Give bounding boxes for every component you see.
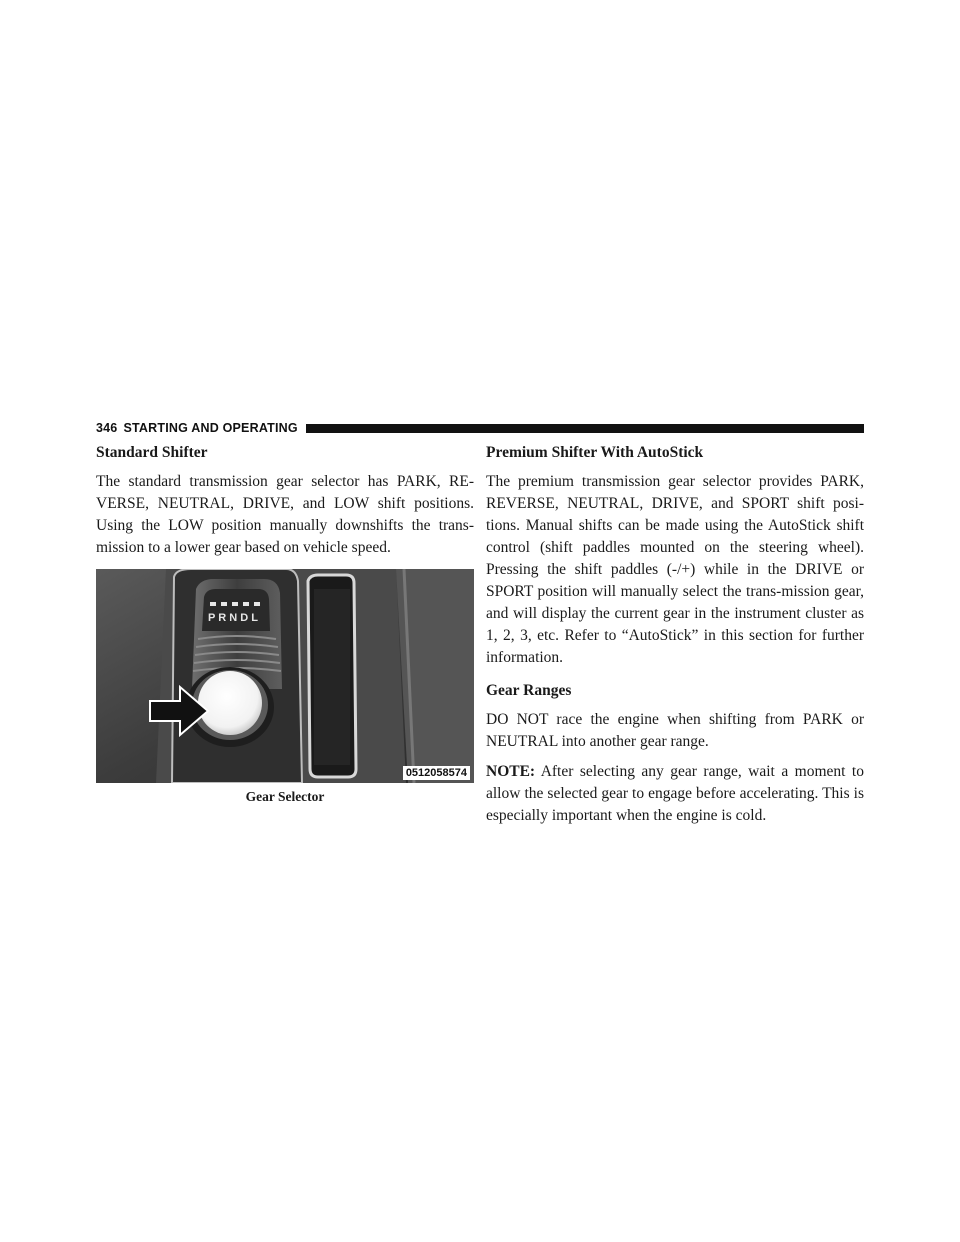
left-column	[96, 443, 474, 805]
page-number: 346	[96, 421, 118, 435]
gear-selector-illustration	[96, 569, 474, 783]
gear-ranges-heading: Gear Ranges	[486, 682, 572, 699]
right-column	[486, 443, 864, 835]
gear-ranges-paragraph: DO NOT race the engine when shifting from PARK or NEUTRAL into another gear range.	[486, 711, 864, 750]
note-label: NOTE:	[486, 763, 536, 780]
page-header	[96, 420, 864, 436]
premium-shifter-heading: Premium Shifter With AutoStick	[486, 444, 704, 461]
gear-selector-figure	[96, 569, 474, 783]
note-text: After selecting any gear range, wait a moment to allow the selected gear to engage before accelerating. This is especially important when the engine is cold.	[486, 763, 864, 824]
header-rule	[306, 424, 864, 433]
figure-caption: Gear Selector	[245, 789, 325, 804]
rotary-knob	[198, 671, 262, 735]
note-paragraph	[486, 761, 864, 827]
standard-shifter-heading: Standard Shifter	[96, 444, 208, 461]
premium-shifter-paragraph: The premium transmission gear selector provides PARK, REVERSE, NEUTRAL, DRIVE, and SPORT shift posi-tions. Manual shifts can be made using the AutoStick shift control (shift paddles mounted on the steering wheel). Pressing the shift paddles (-/+) while in the DRIVE or SPORT position will manually select the trans-mission gear, and will display the current gear in the instrument cluster as 1, 2, 3, etc. Refer to “AutoStick” in this section for further information.	[486, 473, 864, 666]
standard-shifter-paragraph: The standard transmission gear selector has PARK, RE-VERSE, NEUTRAL, DRIVE, and LOW shift positions. Using the LOW position manually downshifts the trans-mission to a lower gear based on vehicle speed.	[96, 473, 474, 556]
shifter-letters: P R N D L	[208, 612, 258, 624]
figure-code: 0512058574	[403, 766, 470, 780]
section-title: STARTING AND OPERATING	[123, 421, 298, 435]
